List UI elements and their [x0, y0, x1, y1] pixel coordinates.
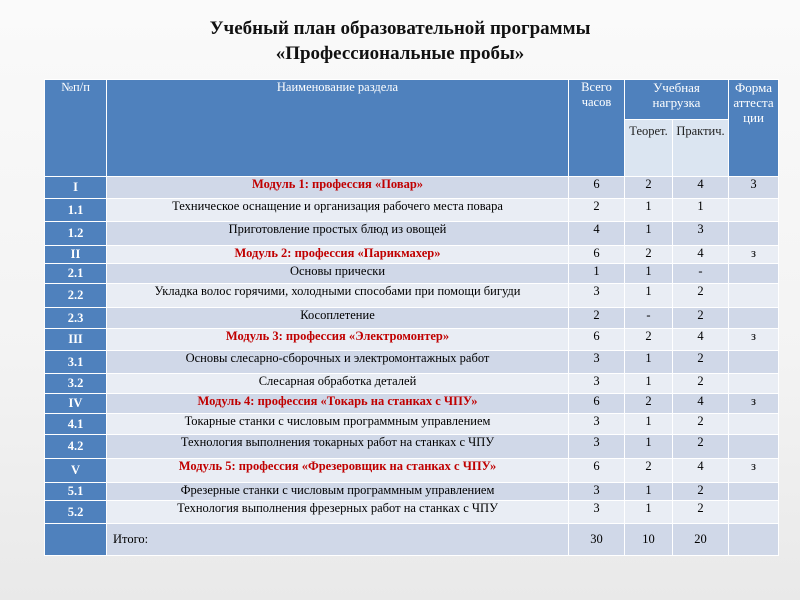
- page-title: [0, 16, 800, 66]
- row-name: Токарные станки с числовым программным управлением: [107, 414, 569, 435]
- row-theory-hours: 1: [625, 264, 673, 284]
- row-practice-hours: 1: [673, 199, 729, 222]
- row-total-hours: 6: [569, 394, 625, 414]
- total-num-cell: [45, 524, 107, 556]
- row-total-hours: 1: [569, 264, 625, 284]
- row-total-hours: 3: [569, 435, 625, 459]
- row-theory-hours: 1: [625, 501, 673, 524]
- table-row: [45, 435, 779, 459]
- row-name: Слесарная обработка деталей: [107, 374, 569, 394]
- row-practice-hours: 2: [673, 284, 729, 308]
- row-theory-hours: 1: [625, 374, 673, 394]
- row-number: 5.2: [45, 501, 107, 524]
- table-row: [45, 308, 779, 329]
- row-number: I: [45, 177, 107, 199]
- row-total-hours: 3: [569, 501, 625, 524]
- row-total-hours: 4: [569, 222, 625, 246]
- row-number: V: [45, 459, 107, 483]
- table-row: [45, 284, 779, 308]
- row-attestation: [729, 414, 779, 435]
- row-total-hours: 2: [569, 308, 625, 329]
- row-name: Техническое оснащение и организация рабочего места повара: [107, 199, 569, 222]
- row-theory-hours: 1: [625, 284, 673, 308]
- row-name: Модуль 3: профессия «Электромонтер»: [107, 329, 569, 351]
- row-theory-hours: 2: [625, 329, 673, 351]
- row-total-hours: 3: [569, 483, 625, 501]
- row-number: 1.2: [45, 222, 107, 246]
- row-practice-hours: 4: [673, 394, 729, 414]
- row-total-hours: 3: [569, 414, 625, 435]
- row-number: 4.2: [45, 435, 107, 459]
- row-practice-hours: 4: [673, 329, 729, 351]
- row-theory-hours: 1: [625, 435, 673, 459]
- row-attestation: з: [729, 459, 779, 483]
- row-attestation: [729, 501, 779, 524]
- table-row: [45, 351, 779, 374]
- total-practice: 20: [673, 524, 729, 556]
- row-theory-hours: 1: [625, 483, 673, 501]
- row-number: 4.1: [45, 414, 107, 435]
- row-attestation: [729, 308, 779, 329]
- row-attestation: з: [729, 246, 779, 264]
- row-name: Приготовление простых блюд из овощей: [107, 222, 569, 246]
- row-attestation: [729, 284, 779, 308]
- table-row: [45, 414, 779, 435]
- row-total-hours: 6: [569, 459, 625, 483]
- row-attestation: [729, 222, 779, 246]
- row-name: Фрезерные станки с числовым программным управлением: [107, 483, 569, 501]
- total-theory: 10: [625, 524, 673, 556]
- table-row: [45, 459, 779, 483]
- row-attestation: [729, 374, 779, 394]
- row-name: Основы слесарно-сборочных и электромонтажных работ: [107, 351, 569, 374]
- table-row: [45, 222, 779, 246]
- row-number: 1.1: [45, 199, 107, 222]
- row-name: Модуль 1: профессия «Повар»: [107, 177, 569, 199]
- row-name: Модуль 2: профессия «Парикмахер»: [107, 246, 569, 264]
- row-total-hours: 3: [569, 351, 625, 374]
- row-practice-hours: 2: [673, 351, 729, 374]
- row-theory-hours: 1: [625, 414, 673, 435]
- row-attestation: з: [729, 329, 779, 351]
- row-name: Укладка волос горячими, холодными способами при помощи бигуди: [107, 284, 569, 308]
- table-row: [45, 394, 779, 414]
- row-number: 3.1: [45, 351, 107, 374]
- table-row: [45, 501, 779, 524]
- title-line-2: «Профессиональные пробы»: [275, 43, 525, 64]
- table-header: [45, 80, 779, 177]
- row-total-hours: 3: [569, 284, 625, 308]
- row-name: Технология выполнения токарных работ на станках с ЧПУ: [107, 435, 569, 459]
- row-attestation: [729, 199, 779, 222]
- total-label: Итого:: [107, 524, 569, 556]
- row-total-hours: 3: [569, 374, 625, 394]
- row-practice-hours: 4: [673, 246, 729, 264]
- row-theory-hours: 1: [625, 199, 673, 222]
- row-theory-hours: 1: [625, 351, 673, 374]
- row-attestation: [729, 435, 779, 459]
- row-name: Основы прически: [107, 264, 569, 284]
- row-theory-hours: 2: [625, 459, 673, 483]
- row-total-hours: 2: [569, 199, 625, 222]
- row-practice-hours: 2: [673, 435, 729, 459]
- header-practice: Практич.: [673, 120, 729, 177]
- row-total-hours: 6: [569, 177, 625, 199]
- row-number: 3.2: [45, 374, 107, 394]
- row-number: 2.1: [45, 264, 107, 284]
- row-attestation: 3: [729, 177, 779, 199]
- total-total: 30: [569, 524, 625, 556]
- table-row: [45, 483, 779, 501]
- row-practice-hours: 4: [673, 177, 729, 199]
- row-practice-hours: 2: [673, 483, 729, 501]
- row-attestation: [729, 351, 779, 374]
- row-name: Модуль 4: профессия «Токарь на станках с ЧПУ»: [107, 394, 569, 414]
- row-theory-hours: 2: [625, 246, 673, 264]
- row-attestation: [729, 264, 779, 284]
- header-attestation: Форма аттестации: [729, 80, 779, 177]
- row-theory-hours: -: [625, 308, 673, 329]
- total-att: [729, 524, 779, 556]
- table-row: [45, 246, 779, 264]
- total-row: [45, 524, 779, 556]
- row-number: IV: [45, 394, 107, 414]
- header-theory: Теорет.: [625, 120, 673, 177]
- row-attestation: з: [729, 394, 779, 414]
- curriculum-table: [44, 79, 779, 556]
- row-name: Технология выполнения фрезерных работ на станках с ЧПУ: [107, 501, 569, 524]
- row-name: Косоплетение: [107, 308, 569, 329]
- row-number: 2.2: [45, 284, 107, 308]
- row-practice-hours: 2: [673, 374, 729, 394]
- row-number: III: [45, 329, 107, 351]
- row-number: 2.3: [45, 308, 107, 329]
- row-total-hours: 6: [569, 246, 625, 264]
- row-number: 5.1: [45, 483, 107, 501]
- title-line-1: Учебный план образовательной программы: [209, 18, 591, 39]
- row-practice-hours: 2: [673, 501, 729, 524]
- row-theory-hours: 1: [625, 222, 673, 246]
- row-practice-hours: 2: [673, 414, 729, 435]
- table-row: [45, 264, 779, 284]
- header-name: Наименование раздела: [107, 80, 569, 177]
- row-practice-hours: -: [673, 264, 729, 284]
- row-number: II: [45, 246, 107, 264]
- row-theory-hours: 2: [625, 394, 673, 414]
- table-row: [45, 177, 779, 199]
- table-row: [45, 374, 779, 394]
- header-num: №п/п: [45, 80, 107, 177]
- row-attestation: [729, 483, 779, 501]
- row-theory-hours: 2: [625, 177, 673, 199]
- table-row: [45, 329, 779, 351]
- header-load: Учебная нагрузка: [625, 80, 729, 120]
- row-name: Модуль 5: профессия «Фрезеровщик на станках с ЧПУ»: [107, 459, 569, 483]
- row-practice-hours: 2: [673, 308, 729, 329]
- header-hours: Всего часов: [569, 80, 625, 177]
- table-row: [45, 199, 779, 222]
- row-practice-hours: 3: [673, 222, 729, 246]
- table-body: [45, 177, 779, 556]
- row-practice-hours: 4: [673, 459, 729, 483]
- row-total-hours: 6: [569, 329, 625, 351]
